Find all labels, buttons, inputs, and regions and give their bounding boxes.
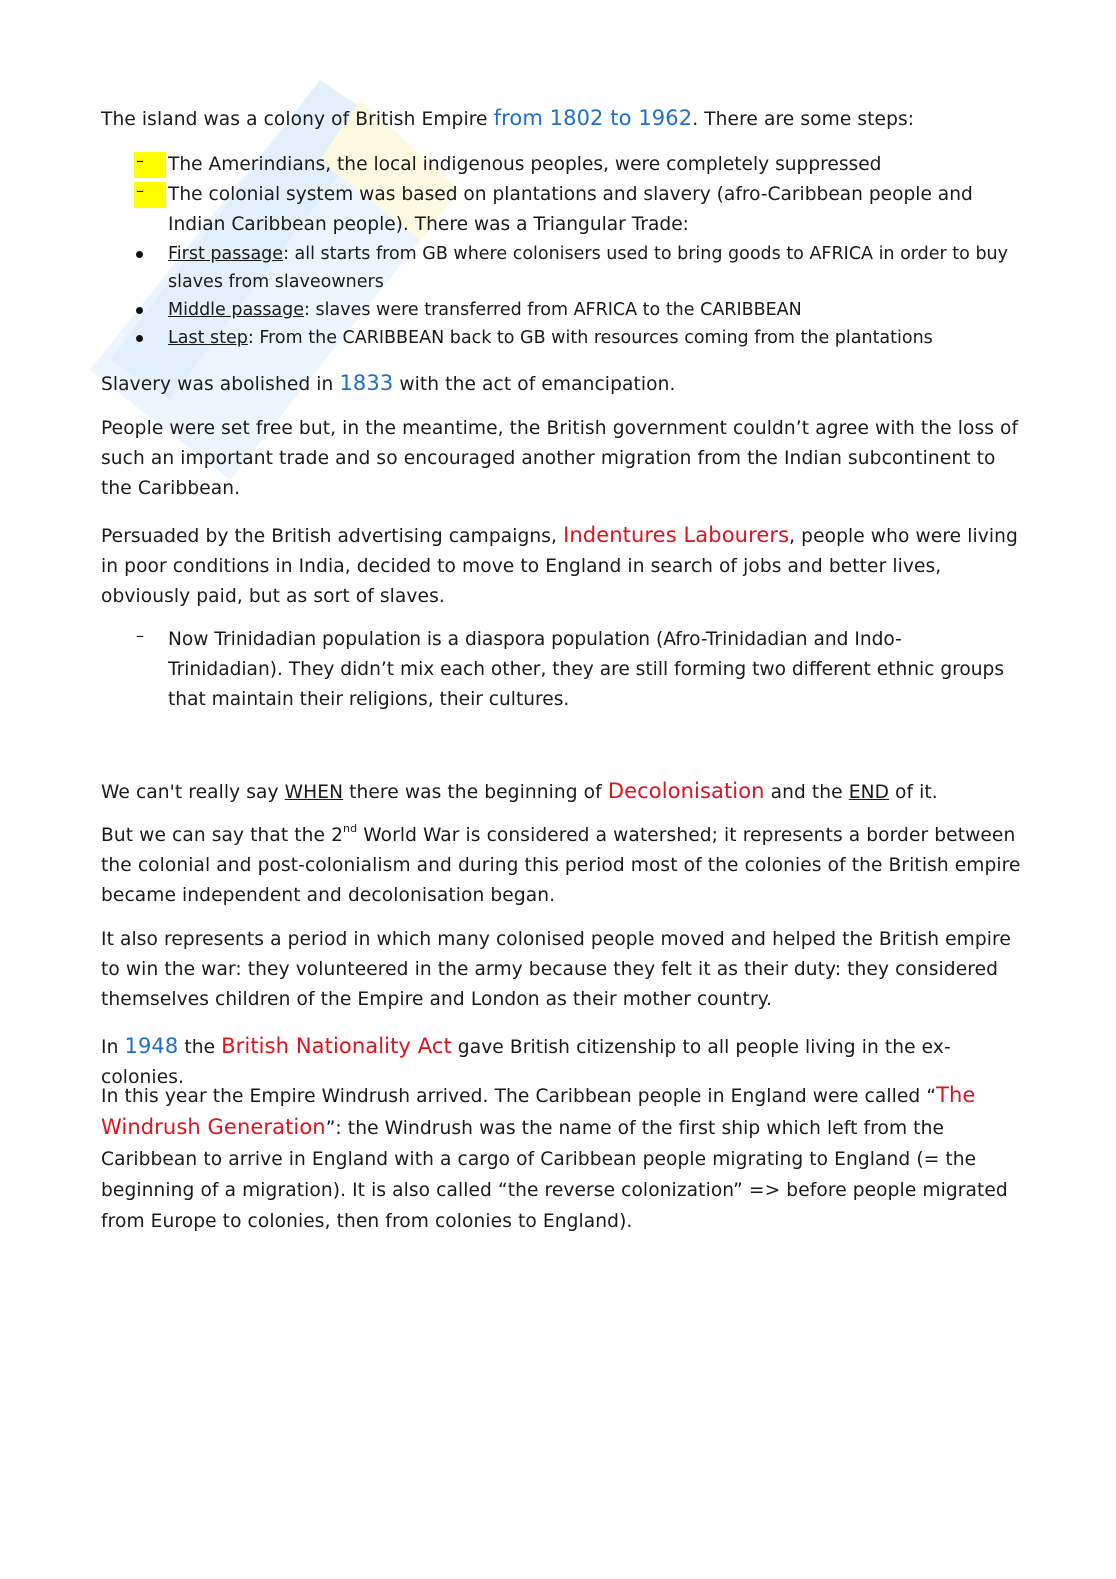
bullet-dot: [136, 335, 143, 342]
decol-text: there was the beginning of: [343, 782, 608, 803]
trade-text: : all starts from GB where colonisers used to bring goods to AFRICA in order to buy slaves from slaveowners: [168, 244, 1008, 292]
end-word: END: [848, 782, 889, 803]
windrush-text: ”: the Windrush was the name of the first ship which left from the Caribbean to arrive in England with a cargo of Caribbean people migrating to England (= the beginning of a migration). It is also called “the reverse colonization” => before people migrated from Europe to colonies, then from colonies to England).: [101, 1118, 1008, 1232]
decolonisation-term: Decolonisation: [607, 779, 765, 803]
persuaded-paragraph: [101, 520, 1021, 612]
act-text: In: [101, 1037, 125, 1058]
intro-text: The island was a colony of British Empire: [101, 109, 494, 130]
bullet-dot: [136, 251, 143, 258]
bullet-dot: [136, 307, 143, 314]
windrush-text: In this year the Empire Windrush arrived. The Caribbean people in England were called “: [101, 1086, 937, 1107]
intro-dates: from 1802 to 1962: [493, 106, 693, 130]
windrush-generation-term: The Windrush Generation: [101, 1083, 976, 1139]
persuaded-text: Persuaded by the British advertising campaigns,: [101, 526, 564, 547]
ordinal-superscript: nd: [343, 821, 358, 835]
when-word: WHEN: [284, 782, 344, 803]
ww2-paragraph: [101, 821, 1021, 911]
trade-term: Middle passage: [168, 300, 305, 320]
step-text: The colonial system was based on plantations and slavery (afro-Caribbean people and Indian Caribbean people). There was a Triangular Trade:: [168, 184, 973, 235]
ww2-text: World War is considered a watershed; it represents a border between the colonial and post-colonialism and during this period most of the colonies of the British empire became independent and decolonisation began.: [101, 825, 1021, 906]
decolonisation-paragraph: [101, 776, 1021, 808]
dash-bullet: –: [134, 152, 166, 178]
windrush-paragraph: [101, 1080, 1021, 1237]
act-text: the: [178, 1037, 222, 1058]
trade-text: : From the CARIBBEAN back to GB with resources coming from the plantations: [247, 328, 933, 348]
intro-paragraph: [101, 103, 1021, 135]
trade-term: First passage: [168, 244, 284, 264]
act-text: gave British citizenship to all people living in the ex- colonies.: [101, 1037, 951, 1088]
decol-text: We can't really say: [101, 782, 285, 803]
slavery-year: 1833: [339, 371, 394, 395]
act-year: 1948: [124, 1034, 179, 1058]
step-text: The Amerindians, the local indigenous peoples, were completely suppressed: [168, 154, 882, 175]
trade-term: Last step: [168, 328, 248, 348]
dash-bullet: –: [134, 182, 166, 208]
freed-paragraph: People were set free but, in the meantime, the British government couldn’t agree with the loss of such an important trade and so encouraged another migration from the Indian subcontinent to the Caribbean.: [101, 418, 1019, 499]
period-paragraph: It also represents a period in which many colonised people moved and helped the British empire to win the war: they volunteered in the army because they felt it as their duty: they considered themselves children of the Empire and London as their mother country.: [101, 929, 1011, 1010]
nationality-act-term: British Nationality Act: [221, 1034, 452, 1058]
slavery-paragraph: [101, 368, 1021, 400]
ww2-text: But we can say that the 2: [101, 825, 344, 846]
trade-item: [168, 240, 1013, 296]
decol-text: and the: [764, 782, 849, 803]
dash-bullet: –: [136, 626, 144, 645]
slavery-text-end: with the act of emancipation.: [393, 374, 676, 395]
diaspora-text: Now Trinidadian population is a diaspora population (Afro-Trinidadian and Indo-Trinidadian). They didn’t mix each other, they are still forming two different ethnic groups that maintain their religions, their cultures.: [168, 629, 1005, 710]
trade-item: [168, 296, 1013, 324]
decol-text: of it.: [889, 782, 938, 803]
persuaded-text-end: , people who were living in poor conditions in India, decided to move to England in search of jobs and better lives, obviously paid, but as sort of slaves.: [101, 526, 1018, 607]
trade-item: [168, 324, 1013, 352]
intro-text-end: . There are some steps:: [692, 109, 915, 130]
indentures-labourers-term: Indentures Labourers: [563, 523, 790, 547]
slavery-text: Slavery was abolished in: [101, 374, 340, 395]
trade-text: : slaves were transferred from AFRICA to the CARIBBEAN: [304, 300, 802, 320]
